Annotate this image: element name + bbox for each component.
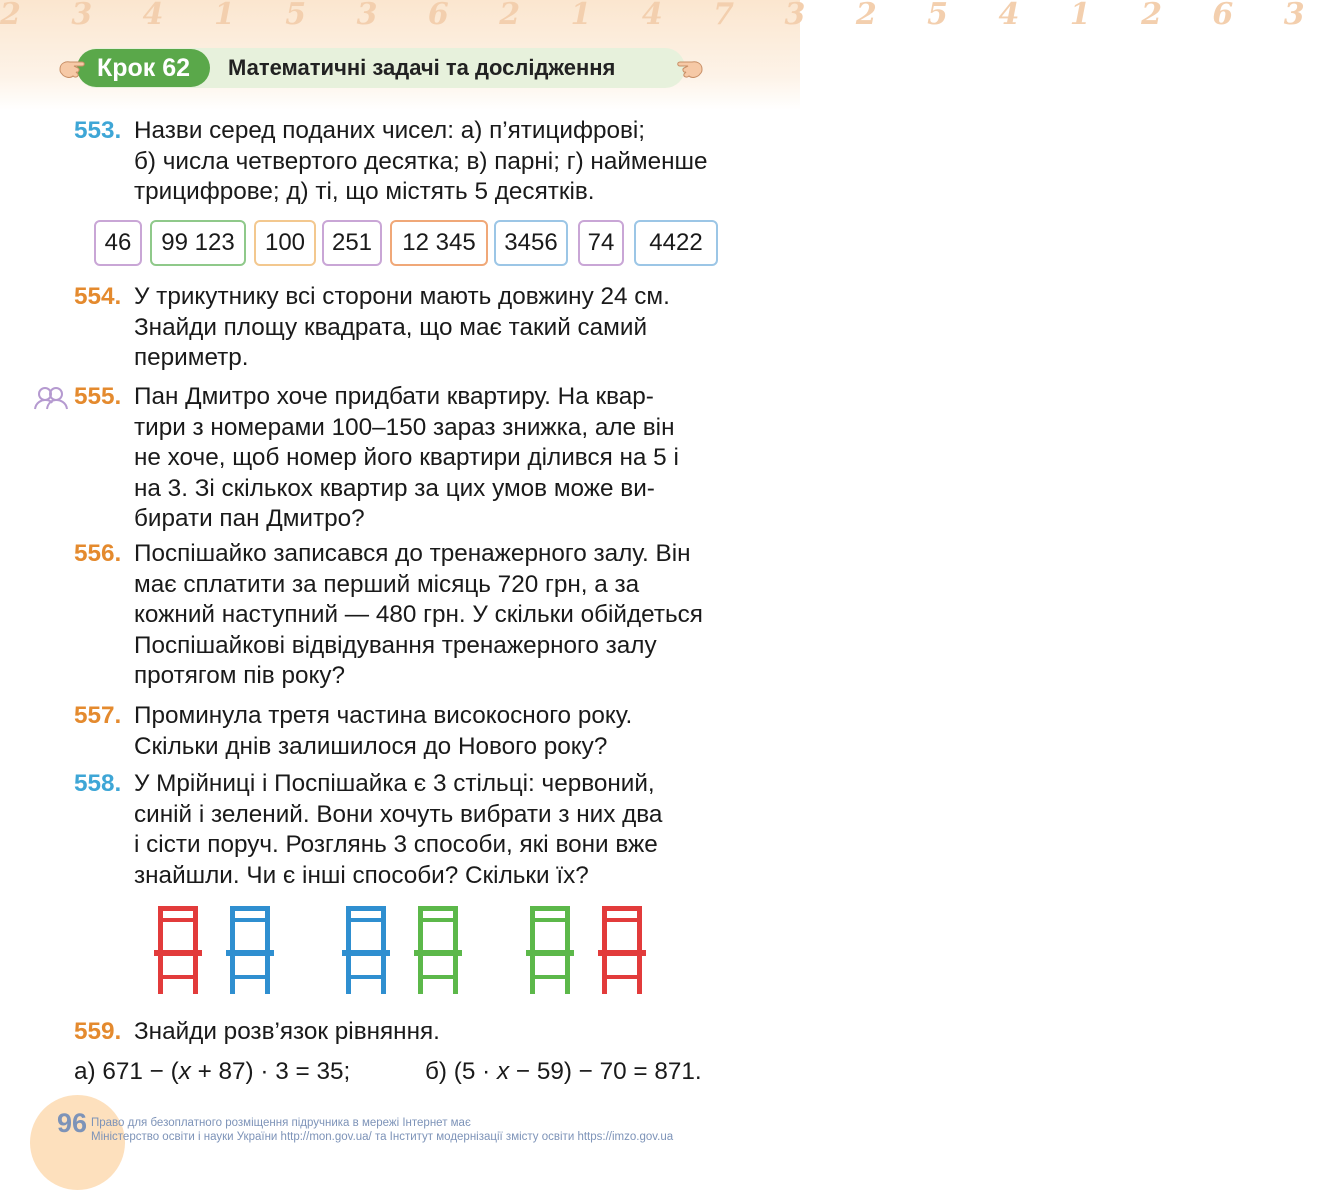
page-number: 96 — [57, 1108, 88, 1138]
number-box: 12 345 — [390, 220, 488, 266]
green-chair-icon — [414, 906, 462, 994]
task-line: і сісти поруч. Розглянь 3 способи, які вони вже — [134, 831, 658, 858]
footer-line: Право для безоплатного розміщення підручника в мережі Інтернет має — [91, 1117, 471, 1129]
task-line: Знайди розв’язок рівняння. — [134, 1018, 440, 1045]
number-box: 251 — [322, 220, 382, 266]
task-text — [134, 116, 738, 208]
decorative-digits: 2 3 4 1 5 3 6 2 1 4 7 3 2 5 4 1 2 6 3 — [0, 0, 1325, 32]
task-number: 559. — [74, 1018, 122, 1045]
task-line: б) числа четвертого десятка; в) парні; г) найменше — [134, 147, 708, 175]
number-box: 100 — [254, 220, 316, 266]
task-line: У трикутнику всі сторони мають довжину 24 см. — [134, 283, 670, 310]
equation-part: − 59) − 70 = 871. — [509, 1058, 702, 1085]
task-text — [134, 769, 738, 891]
task-line: трицифрове; д) ті, що містять 5 десятків. — [134, 178, 595, 205]
task-text — [134, 539, 738, 692]
task-text — [134, 701, 738, 762]
task-line: не хоче, щоб номер його квартири ділився на 5 і — [134, 444, 679, 471]
step-badge: Крок 62 — [77, 49, 210, 87]
equation-part: + 87) · 3 = 35; — [190, 1058, 351, 1085]
chairs-illustration — [150, 900, 650, 1000]
task-line: Поспішайко записався до тренажерного залу. Він — [134, 540, 691, 567]
task-line: Проминула третя частина високосного року. — [134, 702, 633, 729]
task-line: периметр. — [134, 344, 249, 371]
task-line: на 3. Зі скількох квартир за цих умов може ви- — [134, 474, 655, 502]
task-line: синій і зелений. Вони хочуть вибрати з них два — [134, 800, 663, 828]
equation-part: а) 671 − ( — [74, 1058, 179, 1085]
red-chair-icon — [598, 906, 646, 994]
number-box: 46 — [94, 220, 142, 266]
task-number: 557. — [74, 702, 122, 729]
green-chair-icon — [526, 906, 574, 994]
blue-chair-icon — [342, 906, 390, 994]
task-line: протягом пів року? — [134, 662, 346, 689]
blue-chair-icon — [226, 906, 274, 994]
task-line: Скільки днів залишилося до Нового року? — [134, 732, 608, 760]
page-title: Математичні задачі та дослідження — [228, 55, 616, 80]
task-number: 556. — [74, 540, 122, 567]
task-number: 554. — [74, 283, 122, 310]
task-number: 553. — [74, 117, 122, 144]
task-line: знайшли. Чи є інші способи? Скільки їх? — [134, 861, 589, 889]
task-line: бирати пан Дмитро? — [134, 505, 365, 532]
task-number: 555. — [74, 383, 122, 410]
equation-a — [74, 1056, 350, 1088]
pointing-hand-icon — [58, 56, 86, 82]
task-text — [134, 282, 738, 374]
number-box: 4422 — [634, 220, 718, 266]
equation-b — [425, 1056, 702, 1088]
task-line: Знайди площу квадрата, що має такий самий — [134, 313, 648, 341]
red-chair-icon — [154, 906, 202, 994]
equation-variable: x — [496, 1058, 510, 1085]
pointing-hand-icon — [676, 56, 704, 82]
task-line: У Мрійниці і Поспішайка є 3 стільці: червоний, — [134, 770, 655, 797]
pair-work-icon — [33, 385, 69, 411]
task-line: Назви серед поданих чисел: а) п’ятицифрові; — [134, 117, 646, 144]
task-line: має сплатити за перший місяць 720 грн, а за — [134, 570, 640, 598]
equation-variable: x — [178, 1058, 191, 1085]
task-line: Поспішайкові відвідування тренажерного залу — [134, 631, 657, 659]
number-box: 99 123 — [150, 220, 246, 266]
equation-part: б) (5 · — [425, 1058, 497, 1085]
task-line: кожний наступний — 480 грн. У скільки обійдеться — [134, 601, 703, 628]
footer — [91, 1116, 673, 1144]
task-text — [134, 1017, 738, 1048]
footer-line: Міністерство освіти і науки України http://mon.gov.ua/ та Інститут модернізації змісту освіти https://imzo.gov.ua — [91, 1131, 674, 1143]
number-box: 74 — [578, 220, 624, 266]
number-box: 3456 — [494, 220, 568, 266]
task-line: тири з номерами 100–150 зараз знижка, але він — [134, 413, 675, 441]
task-text — [134, 382, 738, 535]
task-number: 558. — [74, 770, 122, 797]
task-line: Пан Дмитро хоче придбати квартиру. На квар- — [134, 383, 654, 410]
